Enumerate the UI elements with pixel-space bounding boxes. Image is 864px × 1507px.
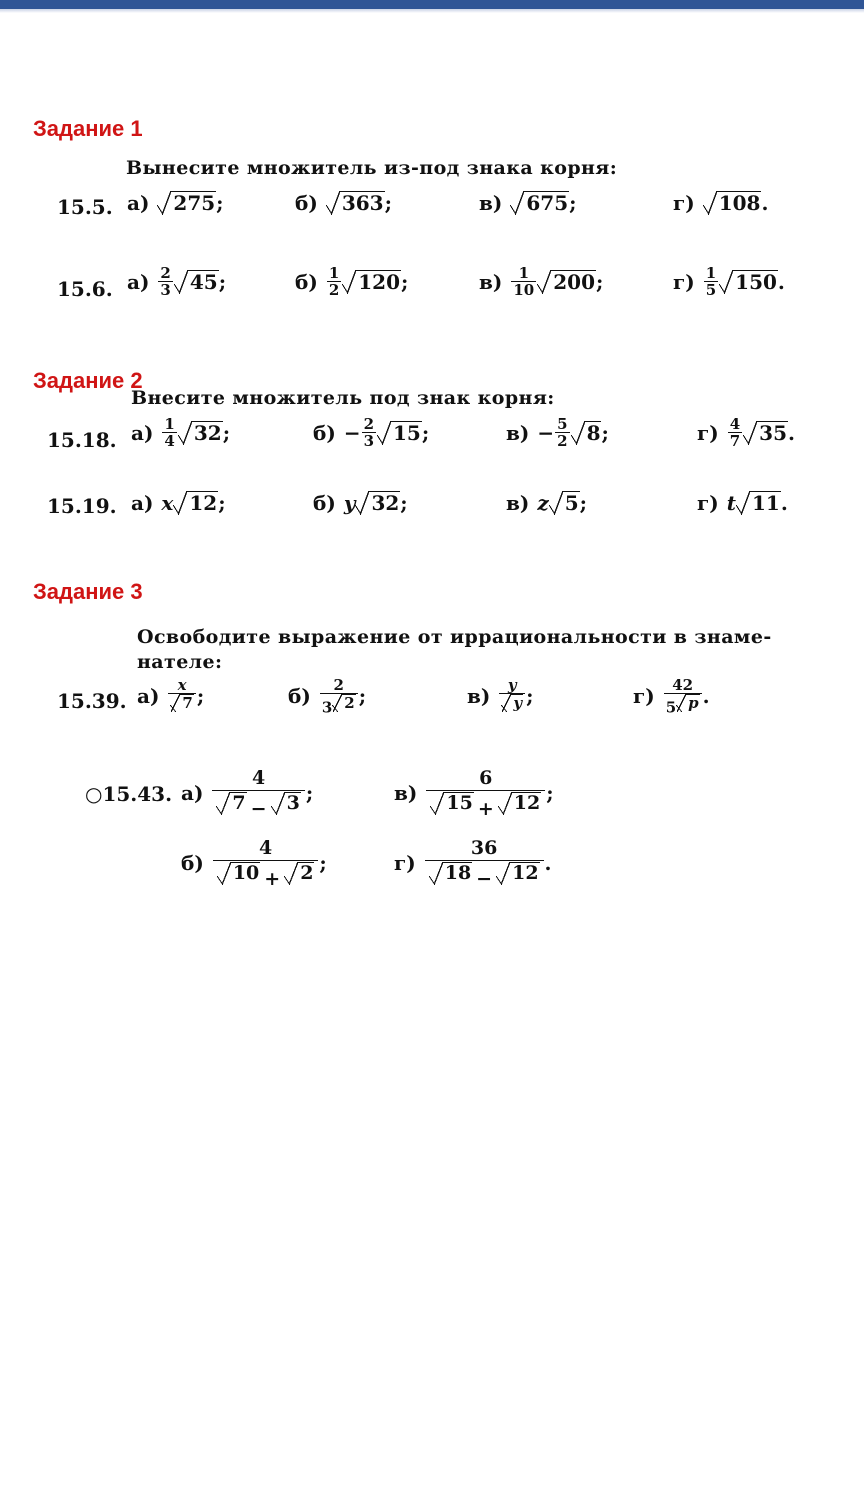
sqrt-expression: [496, 862, 539, 885]
punctuation: .: [780, 491, 788, 515]
radicand: 35: [759, 420, 787, 445]
punctuation: ;: [401, 269, 409, 294]
sqrt-expression: [173, 491, 218, 515]
task-3-instruction-line-2: нателе:: [137, 651, 223, 673]
denominator-coefficient: 3: [321, 698, 333, 717]
denominator: [426, 790, 545, 821]
exercise-item: [313, 491, 408, 515]
punctuation: ;: [579, 491, 588, 515]
item-label: б): [288, 684, 311, 709]
denominator: 7: [729, 432, 741, 450]
item-label: в): [506, 420, 530, 445]
item-label: а): [131, 420, 154, 445]
sqrt-expression: [217, 862, 260, 885]
radicand: 7: [232, 792, 246, 814]
radicand: 2: [344, 694, 355, 712]
radicand: 275: [173, 191, 216, 215]
denominator: [664, 693, 702, 715]
item-label: б): [295, 191, 318, 215]
sqrt-expression: [703, 191, 762, 215]
task-1-title: Задание 1: [33, 116, 143, 141]
exercise-item: [506, 416, 609, 449]
sqrt-expression: [510, 191, 569, 215]
fraction-coefficient: [327, 265, 341, 298]
exercise-item: [479, 191, 577, 215]
radicand: 12: [513, 792, 541, 814]
fraction: [320, 677, 358, 715]
top-bar: [0, 0, 864, 9]
sqrt-expression: [216, 792, 246, 815]
punctuation: ;: [421, 420, 430, 445]
sqrt-expression: [537, 270, 596, 294]
task-3-title: Задание 3: [33, 579, 143, 604]
fraction: [213, 836, 319, 891]
exercise-item: [131, 491, 226, 515]
exercise-item: [394, 766, 554, 821]
exercise-item: [697, 416, 795, 449]
denominator: 3: [363, 432, 375, 450]
punctuation: ;: [595, 269, 604, 294]
denominator: 2: [328, 281, 340, 299]
numerator: y: [507, 676, 517, 694]
punctuation: ;: [384, 191, 392, 215]
item-label: г): [633, 684, 655, 709]
exercise-item: [127, 265, 226, 298]
numerator: 5: [557, 415, 568, 433]
fraction: [664, 677, 702, 715]
radicand: 5: [564, 491, 579, 515]
fraction: [426, 766, 545, 821]
operator: −: [476, 867, 493, 890]
item-label: б): [313, 491, 336, 515]
radicand: 12: [189, 491, 218, 515]
punctuation: ;: [358, 684, 367, 709]
fraction-coefficient: [728, 416, 742, 449]
item-label: г): [673, 269, 695, 294]
punctuation: ;: [218, 491, 226, 515]
numerator: 36: [470, 837, 498, 859]
exercise-item: [673, 191, 768, 215]
sqrt-expression: [429, 862, 472, 885]
exercise-number: 15.6.: [57, 277, 113, 301]
radicand: y: [513, 694, 523, 712]
radicand: 150: [735, 269, 777, 294]
sqrt-expression: [332, 694, 355, 712]
radicand: 15: [393, 420, 421, 445]
denominator: [213, 860, 319, 891]
punctuation: ;: [319, 851, 327, 876]
sqrt-expression: [342, 270, 401, 294]
fraction: [499, 677, 525, 715]
numerator: 4: [259, 837, 273, 859]
sqrt-expression: [736, 491, 781, 515]
variable-factor: t: [726, 491, 736, 515]
item-label: г): [394, 851, 416, 876]
punctuation: .: [761, 191, 769, 215]
denominator: 2: [557, 432, 568, 450]
sqrt-expression: [157, 191, 216, 215]
radicand: p: [688, 694, 699, 712]
task-1-instruction: Вынесите множитель из-под знака корня:: [126, 157, 618, 179]
numerator: 2: [160, 264, 171, 282]
radicand: 12: [512, 862, 539, 884]
numerator: 2: [363, 415, 375, 433]
exercise-item: [479, 265, 603, 298]
numerator: 4: [729, 415, 741, 433]
item-label: г): [673, 191, 695, 215]
denominator: 5: [705, 281, 717, 299]
radicand: 18: [444, 862, 472, 884]
exercise-item: [131, 416, 230, 449]
radicand: 2: [300, 862, 314, 884]
item-label: б): [295, 269, 318, 294]
exercise-item: [633, 677, 710, 715]
item-label: а): [131, 491, 154, 515]
sqrt-expression: [571, 421, 602, 445]
variable-factor: x: [161, 491, 174, 515]
punctuation: ;: [526, 684, 534, 709]
numerator: 1: [164, 415, 175, 433]
punctuation: ;: [546, 781, 554, 806]
exercise-number: 15.18.: [47, 428, 117, 452]
fraction: [212, 766, 304, 821]
item-label: в): [479, 191, 503, 215]
exercise-number: 15.5.: [57, 195, 113, 219]
denominator: [425, 860, 544, 891]
sqrt-expression: [501, 694, 523, 712]
fraction-coefficient: [162, 416, 176, 449]
item-label: а): [127, 191, 150, 215]
fraction-coefficient: [704, 265, 718, 298]
sqrt-expression: [498, 792, 541, 815]
task-2-title: Задание 2: [33, 368, 143, 393]
sqrt-expression: [271, 792, 301, 815]
fraction-coefficient: [555, 416, 569, 449]
sign: −: [343, 420, 361, 445]
denominator: [320, 693, 358, 715]
item-label: г): [697, 420, 719, 445]
numerator: 2: [333, 676, 344, 694]
exercise-item: [394, 836, 552, 891]
item-label: б): [313, 420, 336, 445]
radicand: 15: [446, 792, 473, 814]
radicand: 45: [189, 269, 218, 294]
radicand: 10: [232, 862, 260, 884]
sign: −: [537, 420, 555, 445]
exercise-item: [288, 677, 366, 715]
item-label: в): [506, 491, 530, 515]
sqrt-expression: [719, 270, 778, 294]
item-label: а): [181, 781, 204, 806]
exercise-item: [295, 191, 392, 215]
radicand: 108: [718, 191, 761, 215]
sqrt-expression: [170, 694, 193, 712]
sqrt-expression: [676, 694, 700, 712]
exercise-item: [181, 836, 327, 891]
operator: −: [250, 797, 267, 820]
punctuation: ;: [216, 191, 224, 215]
denominator: [499, 693, 525, 715]
exercise-item: [467, 677, 533, 715]
sqrt-expression: [174, 270, 219, 294]
radicand: 11: [751, 491, 780, 515]
operator: +: [477, 797, 494, 820]
sqrt-expression: [377, 421, 422, 445]
punctuation: ;: [196, 684, 205, 709]
exercise-item: [137, 677, 204, 715]
denominator: 3: [160, 281, 171, 299]
punctuation: .: [544, 851, 552, 876]
radicand: 32: [193, 420, 222, 445]
sqrt-expression: [549, 491, 580, 515]
exercise-number: 15.39.: [57, 689, 127, 713]
exercise-item: [673, 265, 785, 298]
denominator: [168, 693, 195, 715]
item-label: а): [127, 269, 150, 294]
item-label: в): [394, 781, 418, 806]
item-label: в): [467, 684, 491, 709]
punctuation: .: [788, 420, 795, 445]
radicand: 200: [553, 269, 595, 294]
operator: +: [264, 867, 281, 890]
fraction: [425, 836, 544, 891]
radicand: 7: [182, 694, 193, 712]
denominator-coefficient: 5: [665, 698, 677, 717]
radicand: 120: [358, 269, 400, 294]
numerator: 1: [705, 264, 717, 282]
exercise-item: [127, 191, 224, 215]
punctuation: ;: [222, 420, 231, 445]
punctuation: ;: [601, 420, 609, 445]
sqrt-expression: [178, 421, 223, 445]
exercise-item: [313, 416, 429, 449]
exercise-number: 15.19.: [47, 494, 117, 518]
denominator: 4: [164, 432, 175, 450]
item-label: г): [697, 491, 719, 515]
punctuation: .: [702, 684, 710, 709]
numerator: 1: [518, 264, 530, 282]
exercise-item: [506, 491, 587, 515]
punctuation: ;: [400, 491, 408, 515]
exercise-item: [181, 766, 313, 821]
denominator: [212, 790, 304, 821]
exercise-item: [295, 265, 408, 298]
task-2-instruction: Внесите множитель под знак корня:: [131, 387, 555, 409]
denominator: 10: [513, 281, 535, 299]
top-bar-shadow: [0, 9, 864, 13]
radicand: 3: [286, 792, 300, 814]
fraction-coefficient: [362, 416, 376, 449]
variable-factor: z: [537, 491, 549, 515]
exercise-item: [697, 491, 788, 515]
sqrt-expression: [284, 862, 314, 885]
punctuation: ;: [218, 269, 227, 294]
numerator: 4: [252, 767, 266, 789]
numerator: 6: [479, 767, 493, 789]
numerator: x: [177, 676, 187, 694]
radicand: 363: [341, 191, 384, 215]
punctuation: ;: [569, 191, 577, 215]
sqrt-expression: [355, 491, 400, 515]
task-3-instruction-line-1: Освободите выражение от иррациональности в знаме-: [137, 626, 772, 648]
fraction-coefficient: [511, 265, 536, 298]
item-label: б): [181, 851, 204, 876]
radicand: 8: [586, 420, 601, 445]
radicand: 675: [526, 191, 569, 215]
numerator: 42: [672, 676, 694, 694]
item-label: а): [137, 684, 160, 709]
sqrt-expression: [430, 792, 473, 815]
sqrt-expression: [743, 421, 788, 445]
numerator: 1: [328, 264, 340, 282]
item-label: в): [479, 269, 503, 294]
punctuation: .: [777, 269, 785, 294]
punctuation: ;: [305, 781, 314, 806]
variable-factor: y: [343, 491, 356, 515]
sqrt-expression: [326, 191, 385, 215]
radicand: 32: [371, 491, 400, 515]
exercise-number: ○15.43.: [85, 782, 173, 806]
fraction-coefficient: [158, 265, 172, 298]
fraction: [168, 677, 195, 715]
